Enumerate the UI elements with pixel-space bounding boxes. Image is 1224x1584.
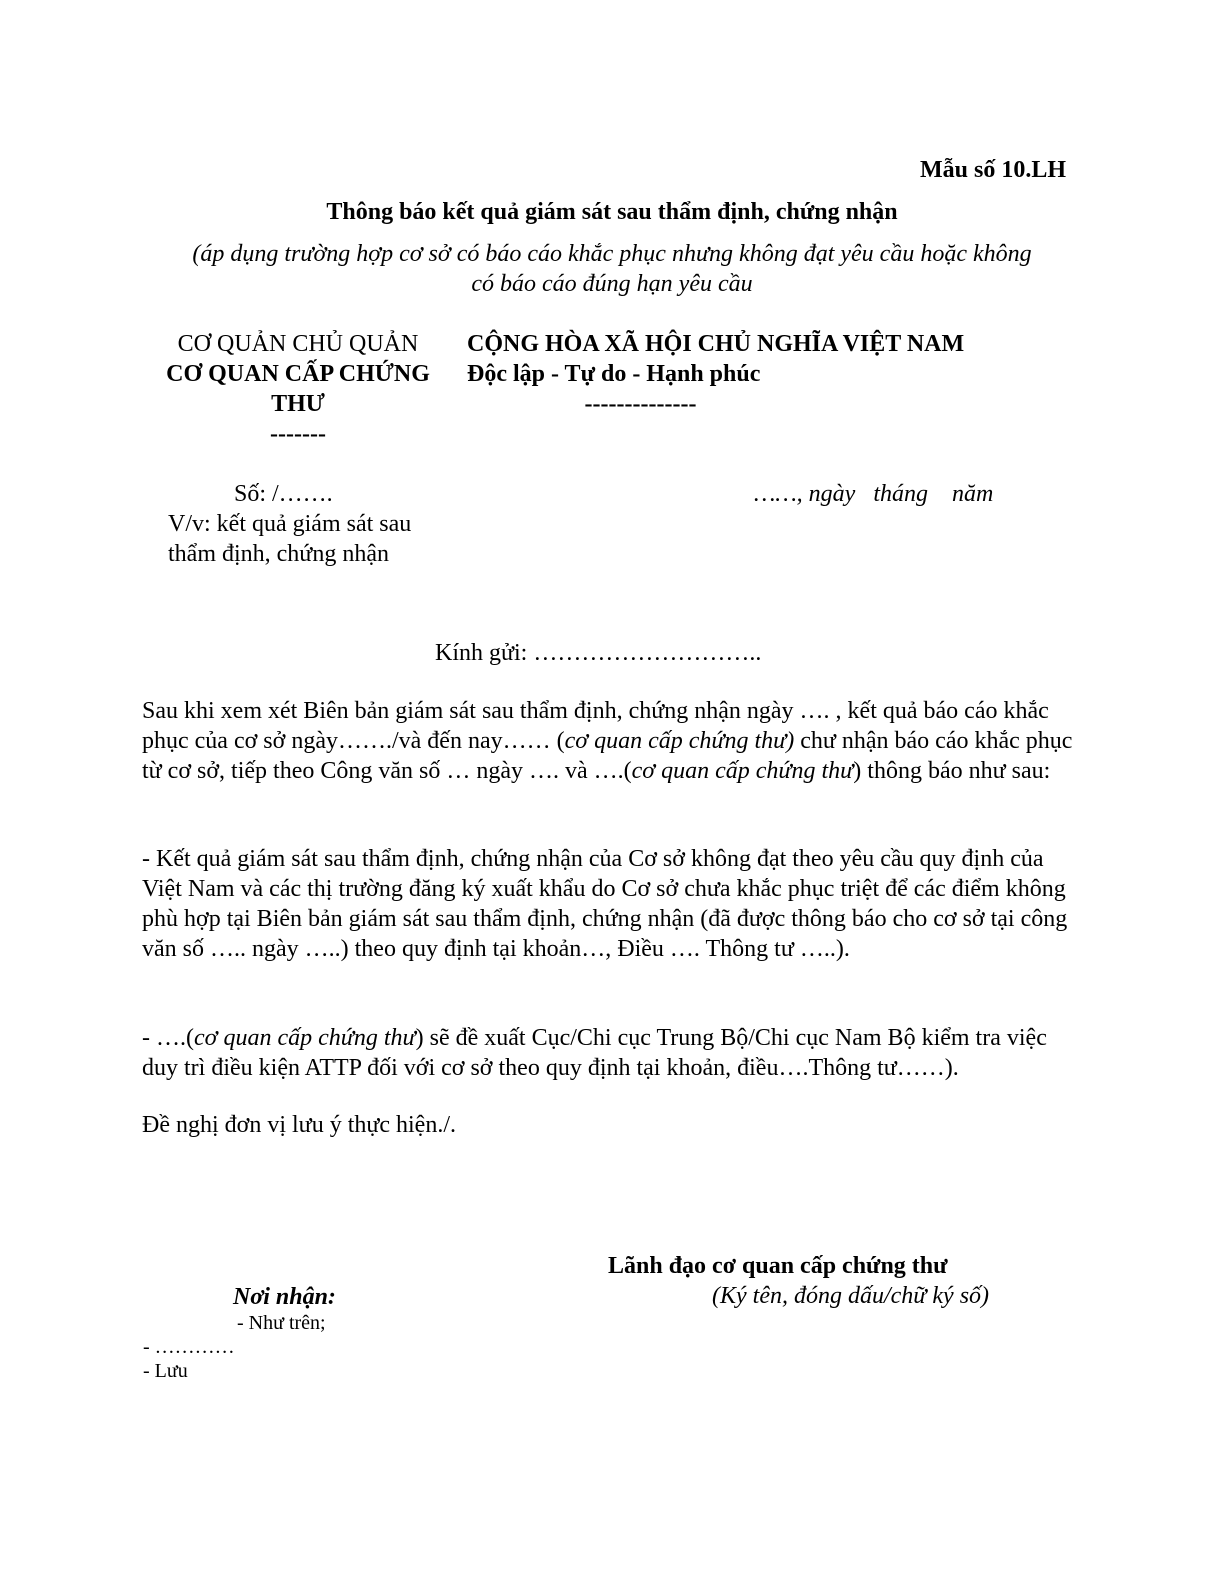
body-paragraph-1: [142, 696, 1082, 786]
body-paragraph-4: Đề nghị đơn vị lưu ý thực hiện./.: [142, 1112, 457, 1138]
national-motto: Độc lập - Tự do - Hạnh phúc: [467, 361, 761, 387]
para1-text-2: chư nhận báo cáo khắc phục từ cơ sở, tiếp theo Công văn số … ngày …. và ….(: [142, 728, 1073, 784]
para1-italic-1: cơ quan cấp chứng thư): [564, 728, 795, 754]
form-number: Mẫu số 10.LH: [920, 157, 1067, 183]
national-title: CỘNG HÒA XÃ HỘI CHỦ NGHĨA VIỆT NAM: [467, 331, 965, 357]
recipient-item: - Như trên;: [237, 1312, 326, 1334]
subject-line1: V/v: kết quả giám sát sau: [168, 511, 412, 537]
signature-title: Lãnh đạo cơ quan cấp chứng thư: [608, 1253, 948, 1279]
para1-text-1: Sau khi xem xét Biên bản giám sát sau thẩm định, chứng nhận ngày …. , kết quả báo cáo khắc phục của cơ sở ngày……./và đến nay…… (: [142, 698, 1049, 754]
document-number: Số: /…….: [234, 481, 333, 507]
para1-italic-2: cơ quan cấp chứng thư: [631, 758, 854, 784]
para3-italic-1: cơ quan cấp chứng thư: [193, 1025, 416, 1051]
subject-line2: thẩm định, chứng nhận: [168, 541, 389, 567]
issuing-agency-name: CƠ QUAN CẤP CHỨNG: [166, 361, 430, 387]
greeting: Kính gửi: ………………………..: [435, 640, 762, 666]
signature-note: (Ký tên, đóng dấu/chữ ký số): [712, 1283, 990, 1309]
parent-agency-name: CƠ QUẢN CHỦ QUẢN: [177, 331, 419, 357]
date-line: ……, ngày tháng năm: [754, 481, 994, 507]
body-paragraph-3: [142, 1023, 1082, 1083]
header-left-divider: -------: [270, 421, 326, 447]
issuing-agency-name-cont: THƯ: [271, 391, 325, 417]
document-subtitle-line1: (áp dụng trường hợp cơ sở có báo cáo khắc phục nhưng không đạt yêu cầu hoặc không: [192, 241, 1032, 267]
para1-text-3: ) thông báo như sau:: [853, 758, 1051, 784]
recipients-label: Nơi nhận:: [233, 1284, 336, 1310]
para3-text-1: - ….(: [142, 1025, 194, 1051]
header-right-divider: --------------: [584, 391, 697, 417]
recipient-item: - …………: [143, 1336, 235, 1358]
document-subtitle-line2: có báo cáo đúng hạn yêu cầu: [471, 271, 753, 297]
document-title: Thông báo kết quả giám sát sau thẩm định, chứng nhận: [326, 199, 898, 225]
body-paragraph-2: - Kết quả giám sát sau thẩm định, chứng nhận của Cơ sở không đạt theo yêu cầu quy định của Việt Nam và các thị trường đăng ký xuất khẩu do Cơ sở chưa khắc phục triệt để các điểm không phù hợp tại Biên bản giám sát sau thẩm định, chứng nhận (đã được thông báo cho cơ sở tại công văn số ….. ngày …..) theo quy định tại khoản…, Điều …. Thông tư …..).: [142, 846, 1068, 962]
para3-text-2: ) sẽ đề xuất Cục/Chi cục Trung Bộ/Chi cục Nam Bộ kiểm tra việc duy trì điều kiện ATTP đối với cơ sở theo quy định tại khoản, điều….Thông tư……).: [142, 1025, 1047, 1081]
recipient-item: - Lưu: [143, 1360, 188, 1382]
